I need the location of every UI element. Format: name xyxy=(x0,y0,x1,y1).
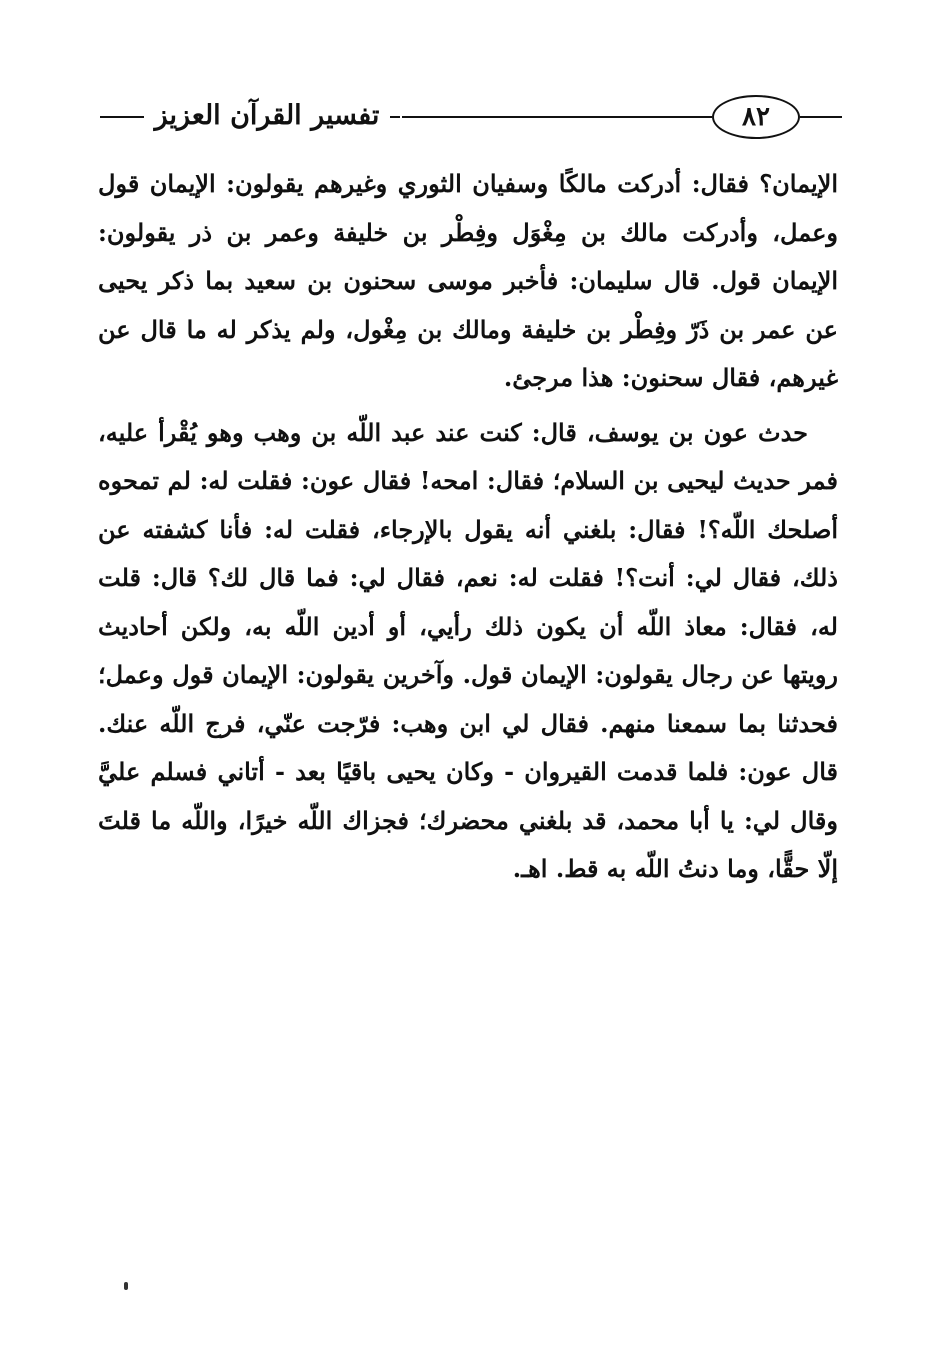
paragraph: الإيمان؟ فقال: أدركت مالكًا وسفيان الثوري وغيرهم يقولون: الإيمان قول وعمل، وأدركت مالك بن مِغْوَل وفِطْر بن خليفة وعمر بن ذر يقولون: الإيمان قول. قال سليمان: فأخبر موسى سحنون بن سعيد بما ذكر يحيى عن عمر بن ذَرّ وفِطْر بن خليفة ومالك بن مِغْول، ولم يذكر له ما قال عن غيرهم، فقال سحنون: هذا مرجئ. xyxy=(98,169,838,392)
page-number: ٨٢ xyxy=(712,95,800,139)
scan-speck xyxy=(124,1282,128,1290)
page-body xyxy=(98,160,838,900)
paragraph: حدث عون بن يوسف، قال: كنت عند عبد اللّه بن وهب وهو يُقْرأ عليه، فمر حديث ليحيى بن السلام؛ فقال: امحه! فقال عون: فقلت له: لم تمحوه أصلحك اللّه؟! فقال: بلغني أنه يقول بالإرجاء، فقلت له: فأنا كشفته عن ذلك، فقال لي: أنت؟! فقلت له: نعم، فقال لي: فما قال لك؟ قال: قلت له، فقال: معاذ اللّه أن يكون ذلك رأيي، أو أدين اللّه به، ولكن أحاديث رويتها عن رجال يقولون: الإيمان قول. وآخرين يقولون: الإيمان قول وعمل؛ فحدثنا بما سمعنا منهم. فقال لي ابن وهب: فرّجت عنّي، فرج اللّه عنك. قال عون: فلما قدمت القيروان - وكان يحيى باقيًا بعد - أتاني فسلم عليَّ وقال لي: يا أبا محمد، قد بلغني محضرك؛ فجزاك اللّه خيرًا، واللّه ما قلتَ إلّا حقًّا، وما دنتُ اللّه به قط. اهـ. xyxy=(98,417,838,883)
book-title: تفسير القرآن العزيز xyxy=(144,98,390,134)
header-rule xyxy=(402,116,712,118)
header-rule xyxy=(800,116,842,118)
running-header xyxy=(92,92,842,142)
